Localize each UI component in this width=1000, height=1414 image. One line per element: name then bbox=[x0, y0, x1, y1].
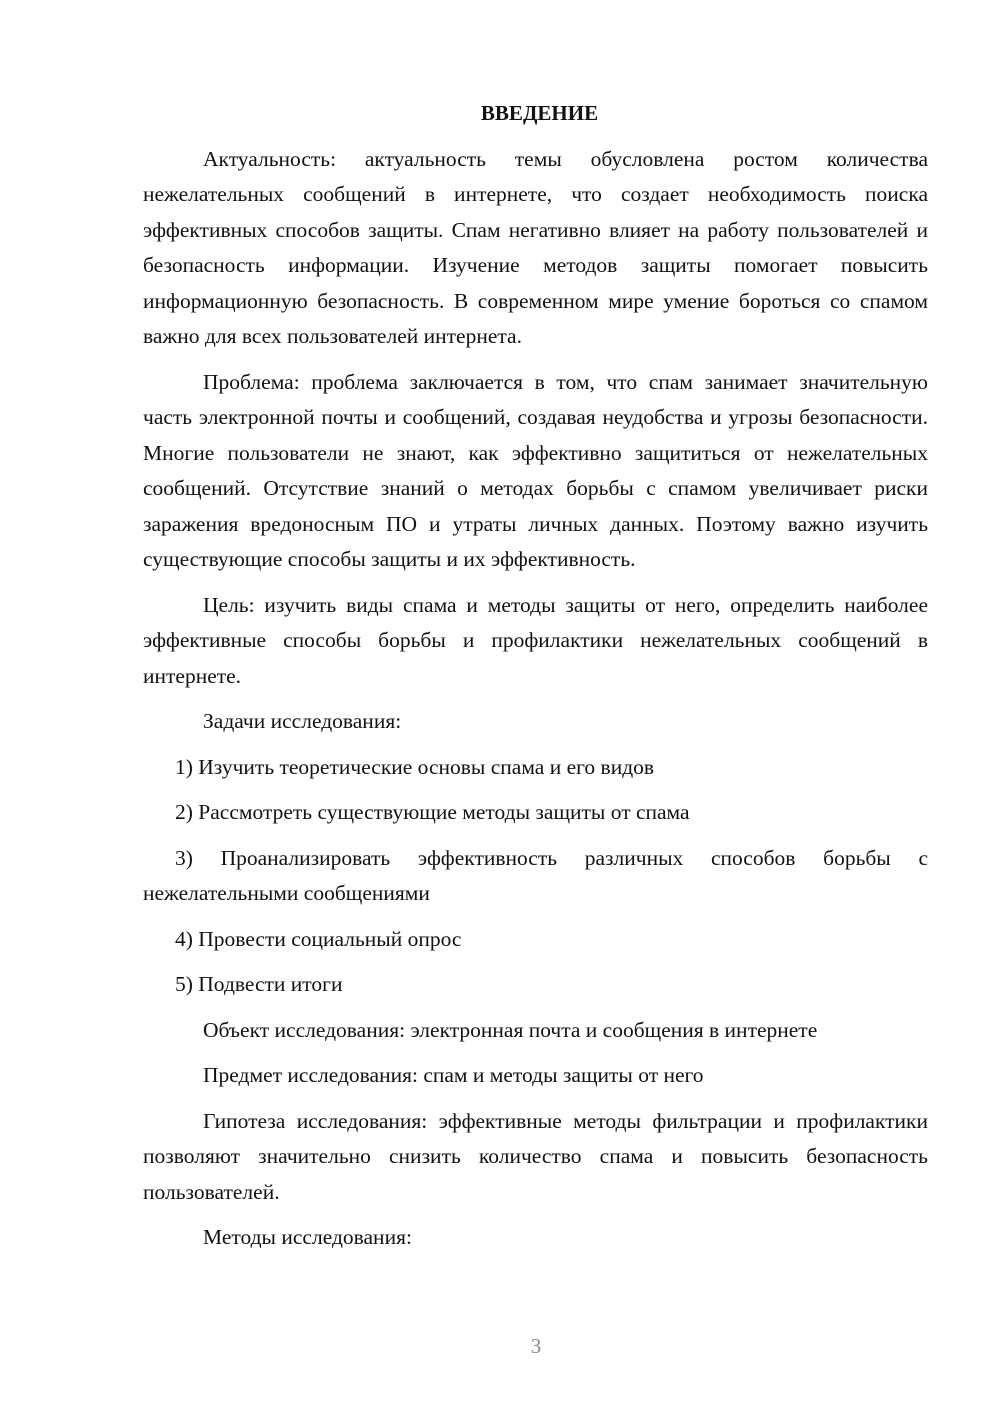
task-item: 5) Подвести итоги bbox=[175, 972, 343, 996]
tasks-heading: Задачи исследования: bbox=[203, 709, 402, 733]
research-object: Объект исследования: электронная почта и сообщения в интернете bbox=[203, 1017, 818, 1042]
methods-heading: Методы исследования: bbox=[203, 1225, 412, 1249]
research-hypothesis: Гипотеза исследования: эффективные методы фильтрации и профилактики позволяют значительно снизить количество спама и повысить безопасность пользователей. bbox=[143, 1108, 928, 1204]
section-title: ВВЕДЕНИЕ bbox=[480, 101, 599, 125]
relevance-paragraph: Актуальность: актуальность темы обусловлена ростом количества нежелательных сообщений в интернете, что создает необходимость поиска эффективных способов защиты. Спам негативно влияет на работу пользователей и безопасность информации. Изучение методов защиты помогает повысить информационную безопасность. В современном мире умение бороться со спамом важно для всех пользователей интернета. bbox=[143, 146, 928, 348]
research-subject: Предмет исследования: спам и методы защиты от него bbox=[203, 1063, 704, 1087]
task-item: 3) Проанализировать эффективность различных способов борьбы с нежелательными сообщениями bbox=[143, 845, 928, 905]
page-content bbox=[143, 96, 928, 1266]
goal-paragraph: Цель: изучить виды спама и методы защиты от него, определить наиболее эффективные способы борьбы и профилактики нежелательных сообщений в интернете. bbox=[143, 592, 928, 688]
problem-paragraph: Проблема: проблема заключается в том, что спам занимает значительную часть электронной почты и сообщений, создавая неудобства и угрозы безопасности. Многие пользователи не знают, как эффективно защититься от нежелательных сообщений. Отсутствие знаний о методах борьбы с спамом увеличивает риски заражения вредоносным ПО и утраты личных данных. Поэтому важно изучить существующие способы защиты и их эффективность. bbox=[143, 369, 928, 571]
task-item: 4) Провести социальный опрос bbox=[175, 926, 462, 951]
task-item: 2) Рассмотреть существующие методы защиты от спама bbox=[175, 800, 690, 824]
task-item: 1) Изучить теоретические основы спама и его видов bbox=[175, 754, 655, 779]
page-number: 3 bbox=[530, 1334, 542, 1358]
